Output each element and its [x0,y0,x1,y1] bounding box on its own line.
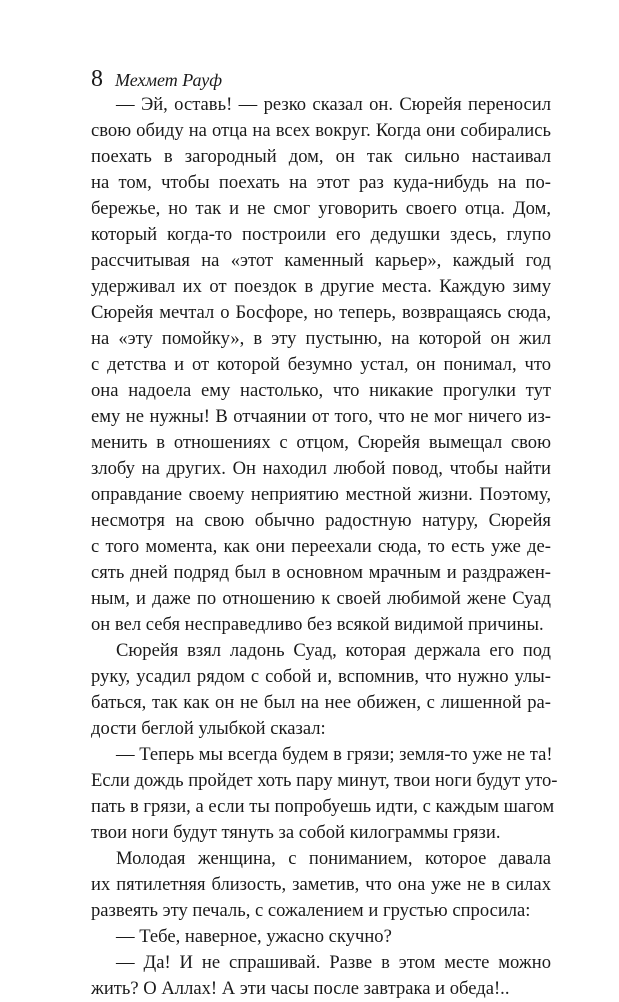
text-line: удерживал их от поездок в другие места. Каждую зиму [91,276,551,297]
text-line: поехать в загородный дом, он так сильно настаивал [91,146,551,167]
body-text [91,92,558,1002]
text-line: Молодая женщина, с пониманием, которое давала [116,848,551,869]
text-line: дости беглой улыбкой сказал: [91,718,326,739]
paragraph [91,92,551,638]
text-line: твои ноги будут тянуть за собой килограммы грязи. [91,822,501,843]
text-line: с того момента, как они переехали сюда, то есть уже де- [91,536,551,557]
text-line: ему не нужны! В отчаянии от того, что не мог ничего из- [91,406,551,427]
text-line: — Тебе, наверное, ужасно скучно? [116,926,392,947]
text-line: — Эй, оставь! — резко сказал он. Сюрейя переносил [116,94,551,115]
paragraph [91,846,551,924]
text-line: на том, чтобы поехать на этот раз куда-нибудь на по- [91,172,551,193]
text-line: злобу на других. Он находил любой повод, чтобы найти [91,458,551,479]
text-line: развеять эту печаль, с сожалением и грустью спросила: [91,900,531,921]
text-line: несмотря на свою обычно радостную натуру, Сюрейя [91,510,551,531]
text-line: ным, и даже по отношению к своей любимой жене Суад [91,588,551,609]
paragraph [91,924,551,950]
text-line: который когда-то построили его дедушки здесь, глупо [91,224,551,245]
text-line: жить? О Аллах! А эти часы после завтрака и обеда!.. [91,978,510,999]
text-line: бережье, но так и не смог уговорить своего отца. Дом, [91,198,551,219]
text-line: Сюрейя взял ладонь Суад, которая держала его под [116,640,551,661]
paragraph [91,950,551,1002]
text-line: — Да! И не спрашивай. Разве в этом месте можно [116,952,551,973]
text-line: Если дождь пройдет хоть пару минут, твои ноги будут уто- [91,770,558,791]
running-head-author: Мехмет Рауф [115,70,223,90]
page-number: 8 [91,66,103,92]
text-line: оправдание своему неприятию местной жизни. Поэтому, [91,484,551,505]
text-line: — Теперь мы всегда будем в грязи; земля-то уже не та! [116,744,553,765]
text-line: рассчитывая на «этот каменный карьер», каждый год [91,250,551,271]
text-line: менить в отношениях с отцом, Сюрейя вымещал свою [91,432,551,453]
text-line: баться, так как он не был на нее обижен, с лишенной ра- [91,692,551,713]
text-line: их пятилетняя близость, заметив, что она уже не в силах [91,874,551,895]
text-line: сять дней подряд был в основном мрачным и раздражен- [91,562,551,583]
text-line: она надоела ему настолько, что никакие прогулки тут [91,380,551,401]
text-line: на «эту помойку», в эту пустыню, на которой он жил [91,328,551,349]
text-line: руку, усадил рядом с собой и, вспомнив, что нужно улы- [91,666,551,687]
text-line: пать в грязи, а если ты попробуешь идти, с каждым шагом [91,796,555,817]
text-line: он вел себя несправедливо без всякой видимой причины. [91,614,544,635]
text-line: Сюрейя мечтал о Босфоре, но теперь, возвращаясь сюда, [91,302,551,323]
paragraph [91,638,551,742]
page-header [91,64,222,94]
paragraph [91,742,558,846]
text-line: с детства и от которой безумно устал, он понимал, что [91,354,551,375]
text-line: свою обиду на отца на всех вокруг. Когда они собирались [91,120,551,141]
